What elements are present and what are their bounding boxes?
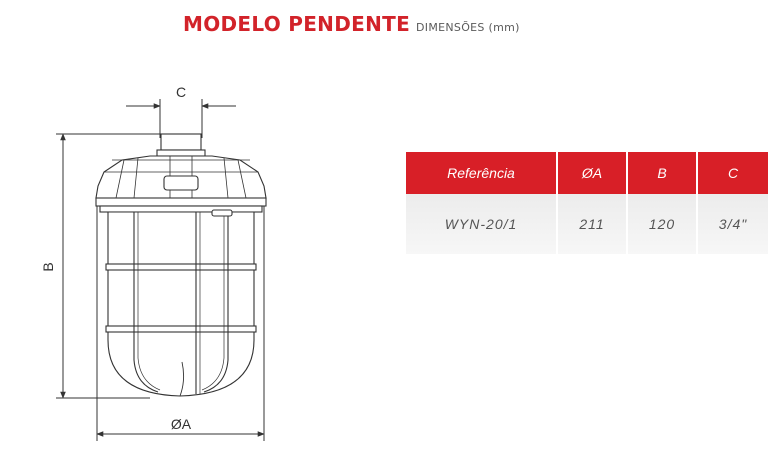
- header-c: C: [698, 152, 768, 194]
- cell-diameter-a: 211: [558, 194, 628, 254]
- dimension-a-label: ØA: [170, 416, 192, 432]
- table-header-row: [406, 152, 768, 194]
- cell-b: 120: [628, 194, 698, 254]
- title-subtitle: DIMENSÕES (mm): [416, 21, 520, 34]
- header-referencia: Referência: [406, 152, 558, 194]
- cell-c: 3/4": [698, 194, 768, 254]
- cell-referencia: WYN-20/1: [406, 194, 558, 254]
- luminaire-body: [96, 134, 266, 396]
- title-main: MODELO PENDENTE: [183, 12, 411, 36]
- header-b: B: [628, 152, 698, 194]
- dimension-c: [126, 99, 236, 138]
- dimensions-table: [406, 152, 768, 254]
- table-row: [406, 194, 768, 254]
- dimension-b-label: B: [40, 262, 56, 272]
- header-diameter-a: ØA: [558, 152, 628, 194]
- dimension-c-label: C: [175, 84, 187, 100]
